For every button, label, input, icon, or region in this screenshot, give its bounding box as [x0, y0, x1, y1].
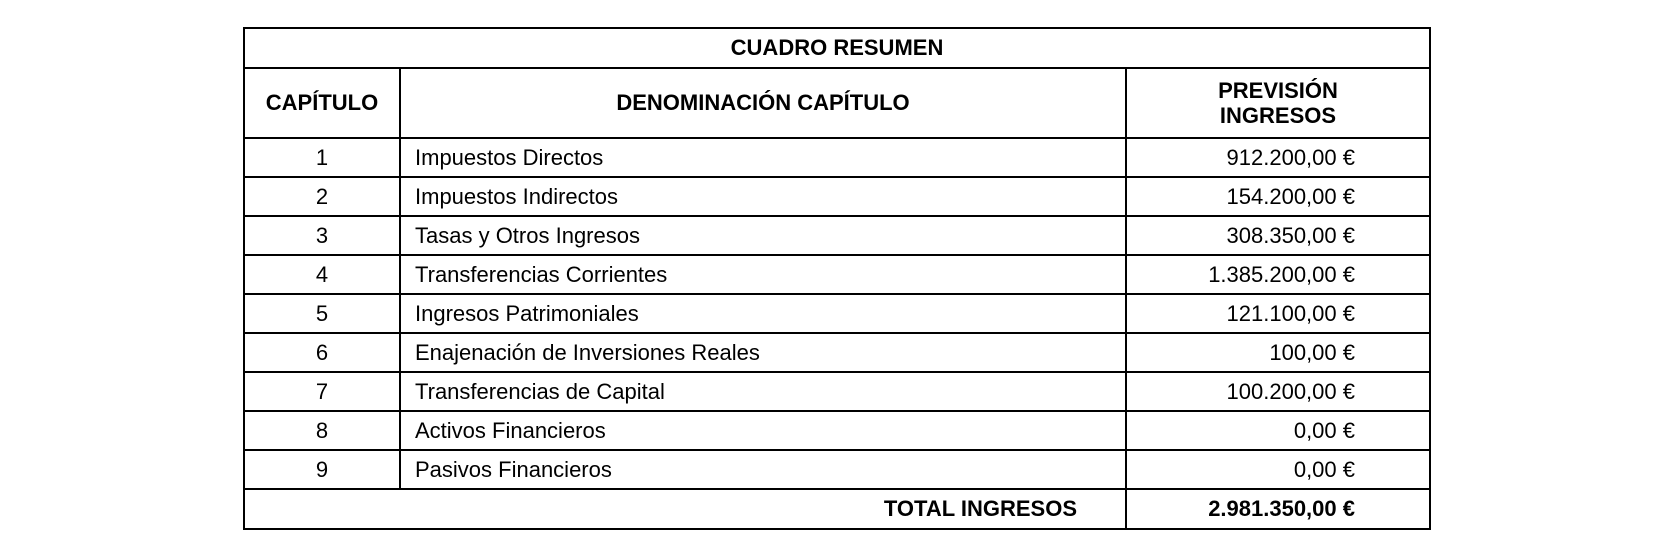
row-name: Pasivos Financieros — [400, 450, 1126, 489]
row-amount: 308.350,00 € — [1126, 216, 1430, 255]
row-chapter: 2 — [244, 177, 400, 216]
header-chapter: CAPÍTULO — [244, 68, 400, 138]
table-row — [244, 138, 1430, 177]
row-chapter: 7 — [244, 372, 400, 411]
row-chapter: 3 — [244, 216, 400, 255]
table-row — [244, 177, 1430, 216]
row-chapter: 5 — [244, 294, 400, 333]
row-chapter: 8 — [244, 411, 400, 450]
table-row — [244, 216, 1430, 255]
table-row — [244, 333, 1430, 372]
table-row — [244, 411, 1430, 450]
row-chapter: 4 — [244, 255, 400, 294]
header-name: DENOMINACIÓN CAPÍTULO — [400, 68, 1126, 138]
table-row — [244, 255, 1430, 294]
table-title: CUADRO RESUMEN — [244, 28, 1430, 68]
table-row — [244, 450, 1430, 489]
row-amount: 912.200,00 € — [1126, 138, 1430, 177]
row-name: Impuestos Indirectos — [400, 177, 1126, 216]
row-chapter: 6 — [244, 333, 400, 372]
header-forecast-line2: INGRESOS — [1219, 103, 1337, 128]
row-name: Tasas y Otros Ingresos — [400, 216, 1126, 255]
row-amount: 100.200,00 € — [1126, 372, 1430, 411]
summary-table — [243, 27, 1431, 530]
table-title-row — [244, 28, 1430, 68]
row-amount: 121.100,00 € — [1126, 294, 1430, 333]
row-chapter: 9 — [244, 450, 400, 489]
row-name: Activos Financieros — [400, 411, 1126, 450]
table-row — [244, 372, 1430, 411]
row-amount: 154.200,00 € — [1126, 177, 1430, 216]
total-amount: 2.981.350,00 € — [1126, 489, 1430, 529]
total-label: TOTAL INGRESOS — [244, 489, 1126, 529]
table-row — [244, 294, 1430, 333]
row-amount: 100,00 € — [1126, 333, 1430, 372]
row-amount: 0,00 € — [1126, 450, 1430, 489]
row-name: Transferencias de Capital — [400, 372, 1126, 411]
row-name: Impuestos Directos — [400, 138, 1126, 177]
row-chapter: 1 — [244, 138, 400, 177]
header-forecast-line1: PREVISIÓN — [1218, 77, 1338, 103]
row-amount: 1.385.200,00 € — [1126, 255, 1430, 294]
row-amount: 0,00 € — [1126, 411, 1430, 450]
table-header-row — [244, 68, 1430, 138]
header-forecast — [1126, 68, 1430, 138]
row-name: Ingresos Patrimoniales — [400, 294, 1126, 333]
total-row — [244, 489, 1430, 529]
row-name: Enajenación de Inversiones Reales — [400, 333, 1126, 372]
row-name: Transferencias Corrientes — [400, 255, 1126, 294]
